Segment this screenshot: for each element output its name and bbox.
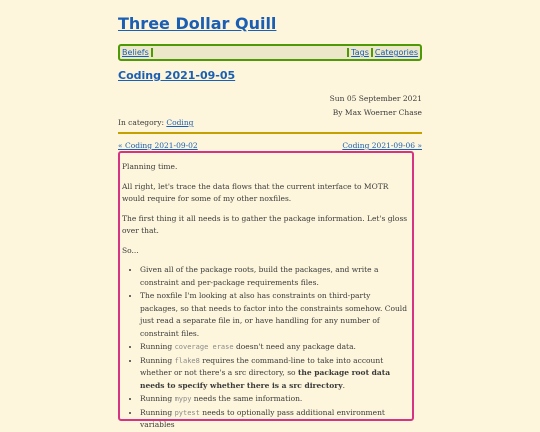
text: Running [140,342,175,351]
code-snippet: mypy [174,395,192,403]
post-title-link[interactable]: Coding 2021-09-05 [118,69,236,82]
post-date: Sun 05 September 2021 [329,94,422,103]
nav-beliefs-link[interactable]: Beliefs [120,48,153,57]
post-author: By Max Woerner Chase [332,108,422,117]
list-item: • Given all of the package roots, build the packages, and write a constraint and per-package requirements files. [140,264,410,289]
text: Running [140,407,175,417]
text: requires the command-line to take into account whether or not there's a src directory, so [140,355,384,377]
next-post-link[interactable]: Coding 2021-09-06 » [342,141,422,150]
list-item [140,393,410,406]
text: . [342,380,346,390]
site-title-link[interactable]: Three Dollar Quill [118,14,277,33]
paragraph: Planning time. [122,162,178,171]
list-item: • The noxfile I'm looking at also has constraints on third-party packages, so that needs to factor into the constraints somehow. Could just read a separate file in, or have handling for any number of constraint files. [140,290,410,340]
list-item [140,341,410,354]
nav-categories-link[interactable]: Categories [371,48,420,57]
nav-search-field[interactable] [153,46,347,59]
text: Running [140,355,175,365]
category-prefix: In category: [118,118,164,127]
code-snippet: pytest [174,408,200,417]
post-category-line [118,118,193,127]
step-list [122,264,410,432]
nav-tags-link[interactable]: Tags [347,48,371,57]
paragraph: All right, let's trace the data flows that the current interface to MOTR would require for some of my other noxfiles. [122,181,389,203]
paragraph: The first thing it all needs is to gather the package information. Let's gloss over that. [122,213,408,235]
paragraph: So... [122,245,139,255]
code-snippet: flake8 [174,356,200,365]
text: doesn't need any package data. [233,342,356,351]
list-item [140,407,410,432]
prev-post-link[interactable]: « Coding 2021-09-02 [118,141,198,150]
text: Running [140,394,175,403]
divider [118,132,422,134]
navbar [118,44,422,61]
post-content [118,151,414,429]
list-item [140,355,410,393]
emphasis: the package root data needs to specify whether there is a src directory [140,368,391,390]
category-link[interactable]: Coding [166,118,194,127]
code-snippet: coverage erase [174,343,234,351]
text: needs the same information. [191,394,303,403]
text: needs to optionally pass additional environment variables [140,407,385,429]
